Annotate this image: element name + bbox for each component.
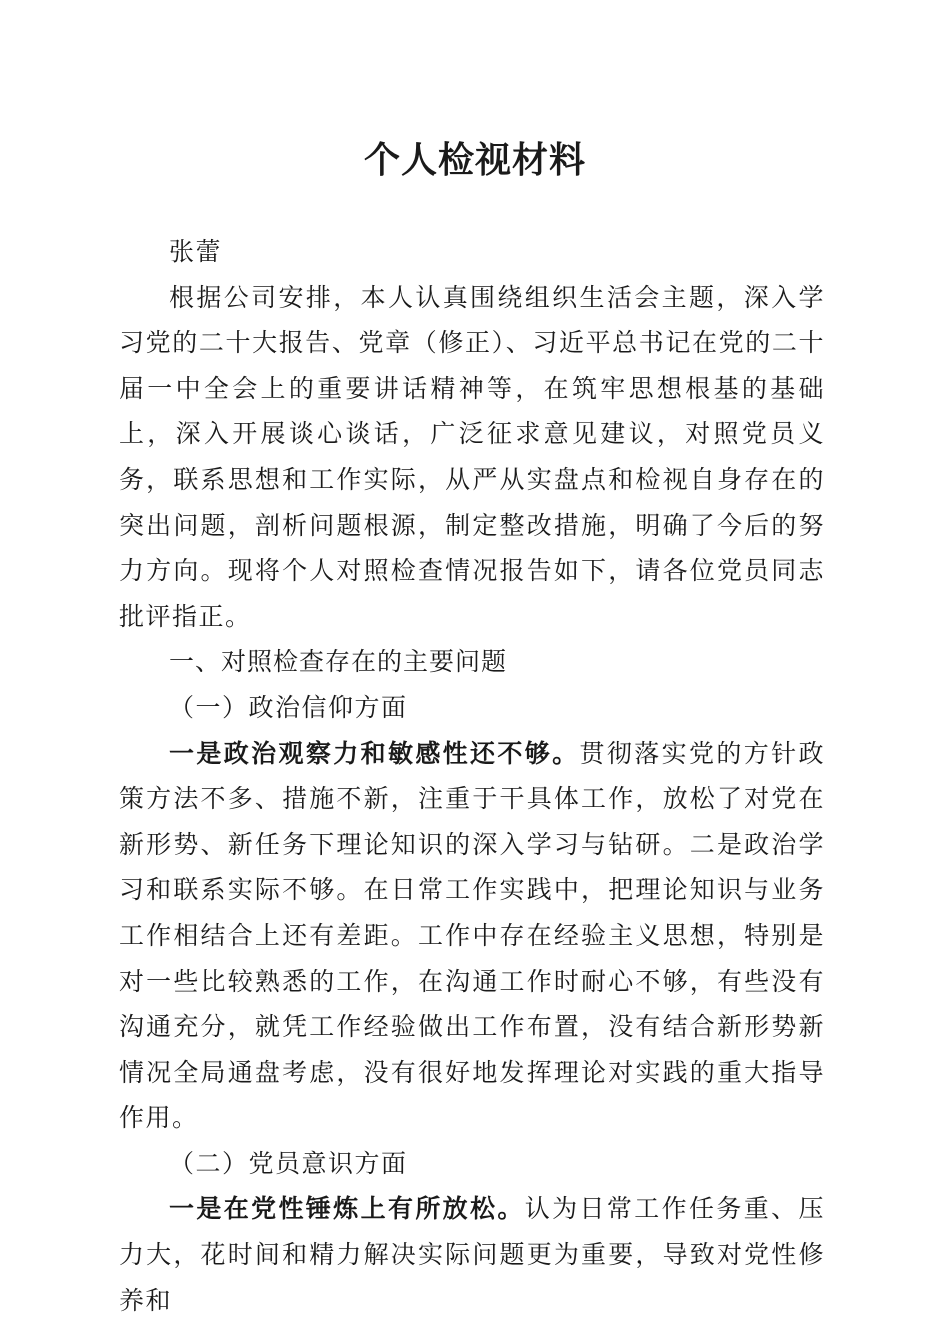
paragraph-text: 认为日常工作任务重、压力大，花时间和精力解决实际问题更为重要，导致对党性修养和 [119, 1194, 825, 1315]
subsection-heading-party-awareness: （二）党员意识方面 [169, 1148, 408, 1178]
paragraph-party-awareness [119, 1186, 825, 1323]
section-heading: 一、对照检查存在的主要问题 [169, 647, 508, 677]
document-body [119, 229, 825, 1323]
document-title: 个人检视材料 [363, 139, 586, 181]
lead-sentence: 一是在党性锤炼上有所放松。 [169, 1194, 525, 1224]
author-name: 张蕾 [169, 237, 223, 266]
paragraph-text: 贯彻落实党的方针政策方法不多、措施不新，注重于干具体工作，放松了对党在新形势、新任务下理论知识的深入学习与钻研。二是政治学习和联系实际不够。在日常工作实践中，把理论知识与业务工作相结合上还有差距。工作中存在经验主义思想，特别是对一些比较熟悉的工作，在沟通工作时耐心不够，有些没有沟通充分，就凭工作经验做出工作布置，没有结合新形势新情况全局通盘考虑，没有很好地发挥理论对实践的重大指导作用。 [119, 738, 825, 1133]
paragraph-political [119, 731, 825, 1141]
subsection-heading-political: （一）政治信仰方面 [169, 692, 408, 722]
lead-sentence: 一是政治观察力和敏感性还不够。 [169, 738, 580, 768]
intro-paragraph: 根据公司安排，本人认真围绕组织生活会主题，深入学习党的二十大报告、党章（修正）、习近平总书记在党的二十届一中全会上的重要讲话精神等，在筑牢思想根基的基础上，深入开展谈心谈话，广泛征求意见建议，对照党员义务，联系思想和工作实际，从严从实盘点和检视自身存在的突出问题，剖析问题根源，制定整改措施，明确了今后的努力方向。现将个人对照检查情况报告如下，请各位党员同志批评指正。 [119, 282, 825, 631]
